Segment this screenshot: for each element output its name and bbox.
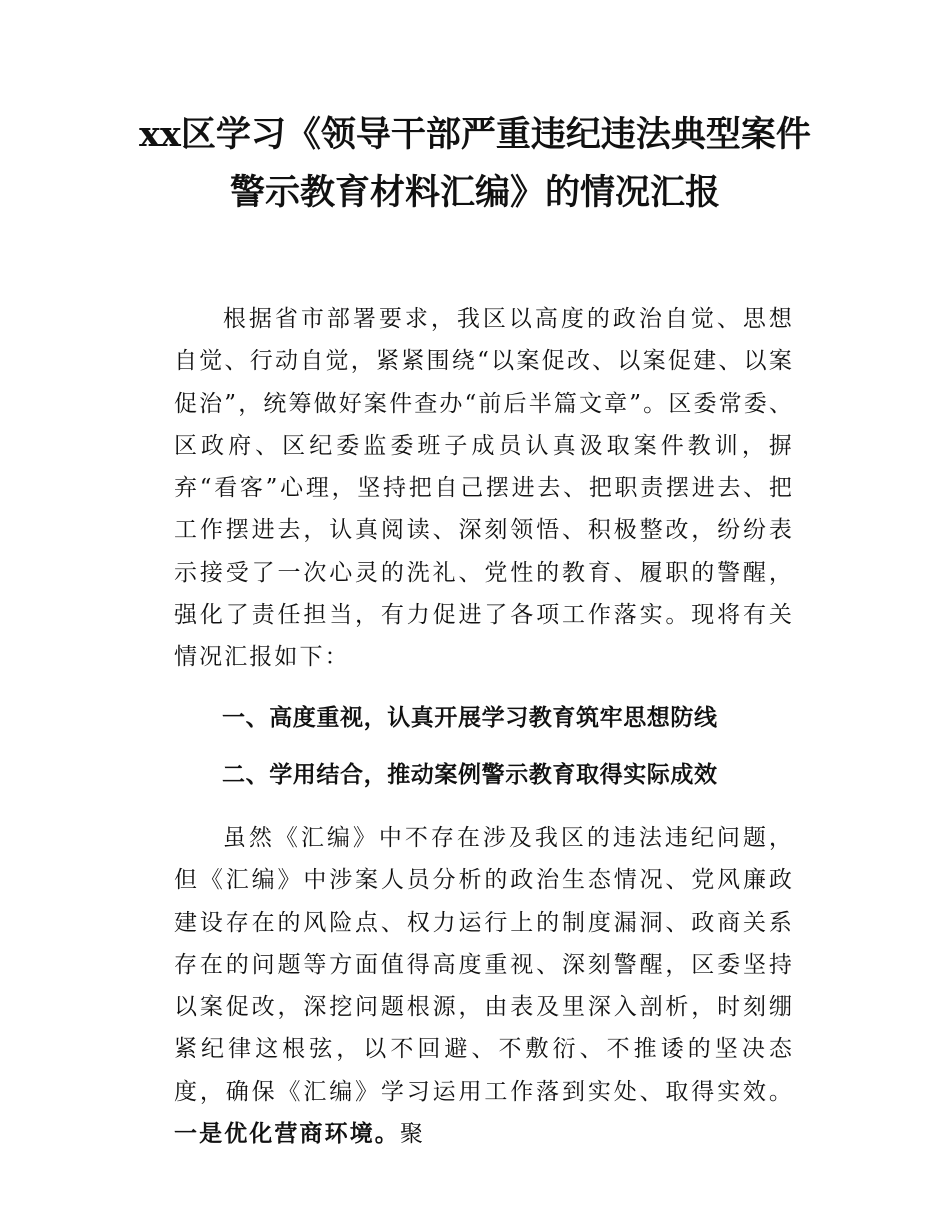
section-heading-2: 二、学用结合，推动案例警示教育取得实际成效 [222, 762, 718, 788]
section-2-bold-lead: 一是优化营商环境。 [174, 1121, 400, 1148]
section-heading-1: 一、高度重视，认真开展学习教育筑牢思想防线 [222, 705, 718, 731]
document-title-line-1: xx区学习《领导干部严重违纪违法典型案件 [139, 114, 811, 155]
document-title-line-2: 警示教育材料汇编》的情况汇报 [229, 172, 720, 213]
intro-paragraph [174, 298, 794, 679]
section-2-trailing-text: 聚 [399, 1121, 426, 1148]
intro-paragraph-text: 根据省市部署要求，我区以高度的政治自觉、思想自觉、行动自觉，紧紧围绕“以案促改、以案促建、以案促治”，统筹做好案件查办“前后半篇文章”。区委常委、区政府、区纪委监委班子成员认真汲取案件教训，摒弃“看客”心理，坚持把自己摆进去、把职责摆进去、把工作摆进去，认真阅读、深刻领悟、积极整改，纷纷表示接受了一次心灵的洗礼、党性的教育、履职的警醒，强化了责任担当，有力促进了各项工作落实。现将有关情况汇报如下： [174, 306, 794, 671]
section-2-paragraph [174, 817, 794, 1155]
section-2-paragraph-text: 虽然《汇编》中不存在涉及我区的违法违纪问题，但《汇编》中涉案人员分析的政治生态情况、党风廉政建设存在的风险点、权力运行上的制度漏洞、政商关系存在的问题等方面值得高度重视、深刻警醒，区委坚持以案促改，深挖问题根源，由表及里深入剖析，时刻绷紧纪律这根弦，以不回避、不敷衍、不推诿的坚决态度，确保《汇编》学习运用工作落到实处、取得实效。 [174, 825, 794, 1105]
